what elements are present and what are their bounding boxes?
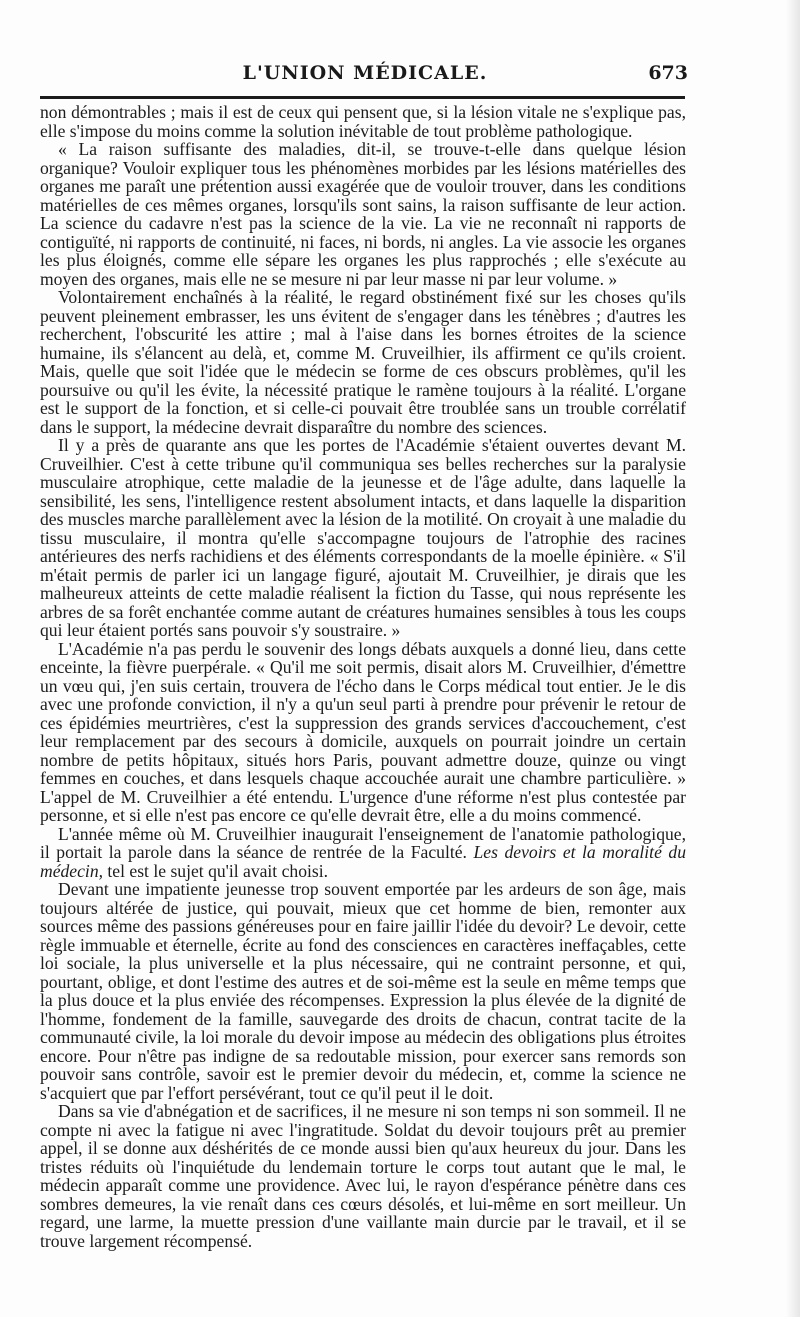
paragraph-1: non démontrables ; mais il est de ceux qui pensent que, si la lésion vitale ne s'explique pas, elle s'impose du moins comme la solution inévitable de tout problème pathologique. <box>40 102 686 141</box>
paragraph-7: Devant une impatiente jeunesse trop souvent emportée par les ardeurs de son âge, mais toujours altérée de justice, qui pouvait, mieux que cet homme de bien, remonter aux sources même des passions généreuses pour en faire jaillir l'idée du devoir? Le devoir, cette règle immuable et éternelle, écrite au fond des consciences en caractères ineffaçables, cette loi sociale, la plus universelle et la plus nécessaire, qui ne contraint personne, et qui, pourtant, oblige, et dont l'estime des autres et de soi-même est la seule en même temps que la plus douce et la plus enviée des récompenses. Expression la plus élevée de la dignité de l'homme, fondement de la famille, sauvegarde des droits de chacun, contrat tacite de la communauté civile, la loi morale du devoir impose au médecin des obligations plus étroites encore. Pour n'être pas indigne de sa redoutable mission, pour exercer sans remords son pouvoir sans contrôle, savoir est le premier devoir du médecin, et, comme la science ne s'acquiert que par l'effort persévérant, tout ce qu'il peut il le doit. <box>40 879 686 1103</box>
paragraph-8: Dans sa vie d'abnégation et de sacrifices, il ne mesure ni son temps ni son sommeil. Il ne compte ni avec la fatigue ni avec l'ingratitude. Soldat du devoir toujours prêt au premier appel, il se donne aux déshérités de ce monde aussi bien qu'aux heureux du jour. Dans les tristes réduits où l'inquiétude du lendemain torture le corps tout autant que le mal, le médecin apparaît comme une providence. Avec lui, le rayon d'espérance pénètre dans ces sombres demeures, la vie renaît dans ces cœurs désolés, et lui-même en sort meilleur. Un regard, une larme, la muette pression d'une vaillante main durcie par le travail, et il se trouve largement récompensé. <box>40 1101 686 1251</box>
lecture-title: Les devoirs et la moralité du médecin, <box>40 842 687 881</box>
paragraph-6-tail: tel est le sujet qu'il avait choisi. <box>107 860 329 881</box>
running-title: L'UNION MÉDICALE. <box>242 62 488 84</box>
page-edge-shadow <box>786 0 800 1317</box>
paragraph-2: « La raison suffisante des maladies, dit-il, se trouve-t-elle dans quelque lésion organique? Vouloir expliquer tous les phénomènes morbides par les lésions matérielles des organes me paraît une prétention aussi exagérée que de vouloir trouver, dans les conditions matérielles de ces mêmes organes, lorsqu'ils sont sains, la raison suffisante de leur action. La science du cadavre n'est pas la science de la vie. La vie ne reconnaît ni rapports de contiguïté, ni rapports de continuité, ni faces, ni bords, ni angles. La vie associe les organes les plus éloignés, comme elle sépare les organes les plus rapprochés ; elle s'exécute au moyen des organes, mais elle ne se mesure ni par leur masse ni par leur volume. » <box>40 139 686 289</box>
paragraph-5: L'Académie n'a pas perdu le souvenir des longs débats auxquels a donné lieu, dans cette enceinte, la fièvre puerpérale. « Qu'il me soit permis, disait alors M. Cruveilhier, d'émettre un vœu qui, j'en suis certain, trouvera de l'écho dans le Corps médical tout entier. Je le dis avec une profonde conviction, il n'y a qu'un seul parti à prendre pour prévenir le retour de ces épidémies meurtrières, c'est la suppression des grands services d'accouchement, c'est leur remplacement par des secours à domicile, auxquels on pourrait joindre un certain nombre de petits hôpitaux, situés hors Paris, pouvant admettre douze, quinze ou vingt femmes en couches, et dans lesquels chaque accouchée aurait une chambre particulière. » L'appel de M. Cruveilhier a été entendu. L'urgence d'une réforme n'est plus contestée par personne, et si elle n'est pas encore ce qu'elle devrait être, elle a du moins commencé. <box>40 638 686 825</box>
paragraph-6 <box>40 825 686 881</box>
body-text <box>40 103 686 1250</box>
page-number: 673 <box>648 62 688 84</box>
page-header <box>40 58 690 92</box>
paragraph-6-text: L'année même où M. Cruveilhier inaugurait l'enseignement de l'anatomie pathologique, il portait la parole dans la séance de rentrée de la Faculté. <box>40 823 686 862</box>
paragraph-3: Volontairement enchaînés à la réalité, le regard obstinément fixé sur les choses qu'ils peuvent pleinement embrasser, les uns évitent de s'engager dans les ténèbres ; d'autres les recherchent, l'obscurité les attire ; mal à l'aise dans les bornes étroites de la science humaine, ils s'élancent au delà, et, comme M. Cruveilhier, ils affirment ce qu'ils croient. Mais, quelle que soit l'idée que le médecin se forme de ces obscurs problèmes, qu'il les poursuive ou qu'il les évite, la nécessité pratique le ramène toujours à la réalité. L'organe est le support de la fonction, et si celle-ci pouvait être troublée sans un trouble corrélatif dans le support, la médecine devrait disparaître du nombre des sciences. <box>40 287 686 437</box>
paragraph-4: Il y a près de quarante ans que les portes de l'Académie s'étaient ouvertes devant M. Cruveilhier. C'est à cette tribune qu'il communiqua ses belles recherches sur la paralysie musculaire atrophique, cette maladie de la jeunesse et de l'âge adulte, dans laquelle la sensibilité, les sens, l'intelligence restent absolument intacts, et dans laquelle la disparition des muscles marche parallèlement avec la lésion de la motilité. On croyait à une maladie du tissu musculaire, il montra qu'elle s'accompagne toujours de l'atrophie des racines antérieures des nerfs rachidiens et des éléments correspondants de la moelle épinière. « S'il m'était permis de parler ici un langage figuré, ajoutait M. Cruveilhier, je dirais que les malheureux atteints de cette maladie réalisent la fiction du Tasse, qui nous représente les arbres de sa forêt enchantée comme autant de créatures humaines sensibles à tous les coups qui leur étaient portés sans pouvoir s'y soustraire. » <box>40 435 686 640</box>
header-rule <box>40 96 685 99</box>
